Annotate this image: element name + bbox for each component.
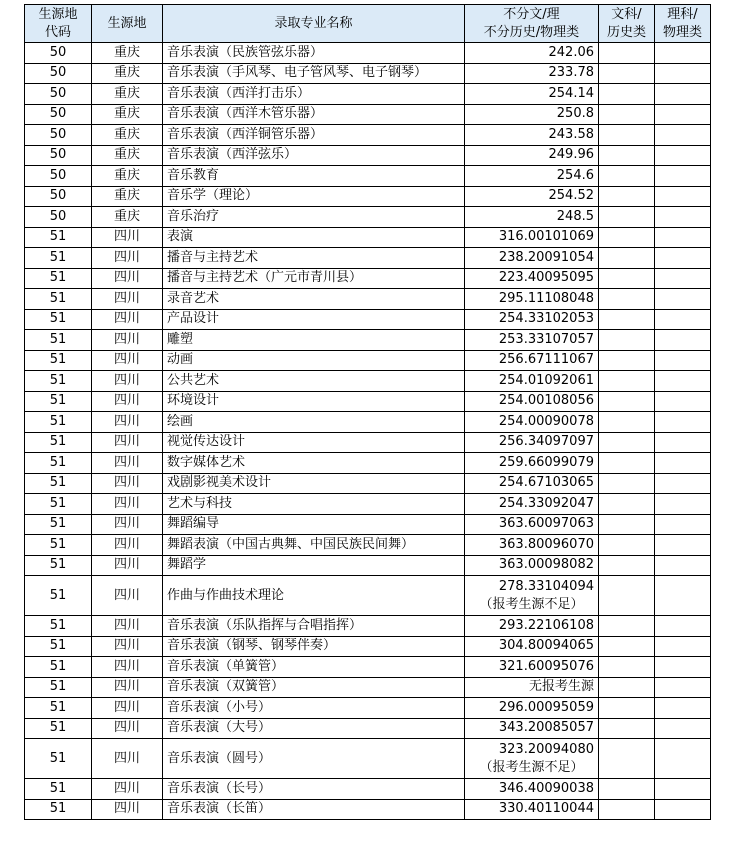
- cell-origin-code: 50: [25, 186, 92, 207]
- table-row: [25, 145, 711, 166]
- header-place: 生源地: [92, 5, 163, 43]
- score-value: 363.80096070: [498, 536, 594, 552]
- cell-origin-place: 四川: [92, 677, 163, 698]
- cell-major-name: 视觉传达设计: [163, 432, 465, 453]
- cell-score: [465, 186, 599, 207]
- cell-origin-place: 四川: [92, 636, 163, 657]
- cell-origin-place: 四川: [92, 268, 163, 289]
- cell-major-name: 音乐表演（乐队指挥与合唱指挥）: [163, 616, 465, 637]
- cell-score: [465, 535, 599, 556]
- cell-arts-empty: [599, 616, 655, 637]
- cell-major-name: 音乐表演（民族管弦乐器）: [163, 43, 465, 64]
- cell-arts-empty: [599, 186, 655, 207]
- cell-score: [465, 698, 599, 719]
- cell-origin-place: 重庆: [92, 63, 163, 84]
- cell-major-name: 公共艺术: [163, 371, 465, 392]
- cell-score: [465, 616, 599, 637]
- score-value: 254.33092047: [498, 495, 594, 511]
- cell-origin-code: 51: [25, 616, 92, 637]
- cell-science-empty: [655, 125, 711, 146]
- cell-score: [465, 657, 599, 678]
- cell-arts-empty: [599, 494, 655, 515]
- cell-score: [465, 63, 599, 84]
- cell-science-empty: [655, 145, 711, 166]
- cell-score: [465, 125, 599, 146]
- cell-science-empty: [655, 104, 711, 125]
- cell-science-empty: [655, 330, 711, 351]
- score-value: 233.78: [548, 65, 594, 81]
- table-row: [25, 718, 711, 739]
- table-row: [25, 207, 711, 228]
- cell-origin-code: 51: [25, 330, 92, 351]
- table-row: [25, 473, 711, 494]
- score-value: 256.34097097: [498, 434, 594, 450]
- cell-science-empty: [655, 779, 711, 800]
- cell-arts-empty: [599, 371, 655, 392]
- cell-origin-code: 51: [25, 473, 92, 494]
- cell-arts-empty: [599, 432, 655, 453]
- cell-major-name: 音乐表演（手风琴、电子管风琴、电子钢琴）: [163, 63, 465, 84]
- cell-origin-code: 51: [25, 636, 92, 657]
- cell-score: [465, 166, 599, 187]
- cell-origin-place: 重庆: [92, 166, 163, 187]
- score-value: 254.14: [548, 85, 594, 101]
- cell-score: [465, 145, 599, 166]
- score-value: 256.67111067: [498, 352, 594, 368]
- cell-arts-empty: [599, 125, 655, 146]
- score-value: 278.33104094: [498, 578, 594, 594]
- cell-science-empty: [655, 473, 711, 494]
- table-row: [25, 636, 711, 657]
- table-row: [25, 63, 711, 84]
- cell-score: [465, 248, 599, 269]
- cell-arts-empty: [599, 63, 655, 84]
- table-row: [25, 698, 711, 719]
- cell-origin-place: 四川: [92, 391, 163, 412]
- cell-arts-empty: [599, 145, 655, 166]
- cell-origin-code: 50: [25, 145, 92, 166]
- cell-origin-code: 50: [25, 166, 92, 187]
- cell-score: [465, 104, 599, 125]
- cell-score: [465, 391, 599, 412]
- cell-score: [465, 576, 599, 616]
- cell-science-empty: [655, 391, 711, 412]
- table-row: [25, 350, 711, 371]
- cell-score: [465, 309, 599, 330]
- score-value: 254.67103065: [498, 475, 594, 491]
- cell-origin-code: 51: [25, 248, 92, 269]
- table-row: [25, 43, 711, 64]
- cell-science-empty: [655, 309, 711, 330]
- cell-major-name: 音乐表演（圆号）: [163, 739, 465, 779]
- cell-origin-code: 50: [25, 207, 92, 228]
- cell-origin-place: 四川: [92, 494, 163, 515]
- cell-science-empty: [655, 698, 711, 719]
- cell-origin-code: 50: [25, 125, 92, 146]
- cell-origin-code: 51: [25, 739, 92, 779]
- table-row: [25, 227, 711, 248]
- cell-major-name: 产品设计: [163, 309, 465, 330]
- table-body: [25, 43, 711, 820]
- score-value: 363.00098082: [498, 557, 594, 573]
- cell-science-empty: [655, 535, 711, 556]
- cell-major-name: 音乐教育: [163, 166, 465, 187]
- cell-major-name: 音乐学（理论）: [163, 186, 465, 207]
- score-value: 343.20085057: [498, 720, 594, 736]
- cell-major-name: 音乐表演（大号）: [163, 718, 465, 739]
- cell-major-name: 舞蹈学: [163, 555, 465, 576]
- score-value: 259.66099079: [498, 454, 594, 470]
- score-value: 363.60097063: [498, 516, 594, 532]
- cell-origin-place: 四川: [92, 718, 163, 739]
- score-value: 254.6: [556, 167, 594, 183]
- cell-origin-place: 四川: [92, 330, 163, 351]
- cell-arts-empty: [599, 227, 655, 248]
- cell-science-empty: [655, 84, 711, 105]
- table-row: [25, 576, 711, 616]
- cell-origin-place: 重庆: [92, 145, 163, 166]
- cell-arts-empty: [599, 330, 655, 351]
- score-value: 346.40090038: [498, 780, 594, 796]
- cell-score: [465, 371, 599, 392]
- cell-origin-code: 51: [25, 535, 92, 556]
- cell-score: [465, 227, 599, 248]
- cell-science-empty: [655, 432, 711, 453]
- cell-science-empty: [655, 268, 711, 289]
- cell-major-name: 绘画: [163, 412, 465, 433]
- score-value: 243.58: [548, 126, 594, 142]
- cell-science-empty: [655, 636, 711, 657]
- cell-origin-code: 51: [25, 391, 92, 412]
- cell-arts-empty: [599, 309, 655, 330]
- cell-science-empty: [655, 494, 711, 515]
- cell-science-empty: [655, 166, 711, 187]
- score-value: 304.80094065: [498, 638, 594, 654]
- cell-arts-empty: [599, 698, 655, 719]
- cell-major-name: 音乐表演（钢琴、钢琴伴奏）: [163, 636, 465, 657]
- cell-origin-place: 重庆: [92, 104, 163, 125]
- cell-major-name: 音乐表演（小号）: [163, 698, 465, 719]
- cell-science-empty: [655, 227, 711, 248]
- score-value: 238.20091054: [498, 249, 594, 265]
- cell-science-empty: [655, 63, 711, 84]
- cell-score: [465, 268, 599, 289]
- cell-score: [465, 636, 599, 657]
- cell-arts-empty: [599, 166, 655, 187]
- cell-origin-code: 51: [25, 432, 92, 453]
- cell-major-name: 雕塑: [163, 330, 465, 351]
- cell-arts-empty: [599, 248, 655, 269]
- cell-arts-empty: [599, 555, 655, 576]
- cell-origin-place: 四川: [92, 289, 163, 310]
- cell-major-name: 播音与主持艺术（广元市青川县）: [163, 268, 465, 289]
- cell-science-empty: [655, 616, 711, 637]
- cell-score: [465, 779, 599, 800]
- cell-origin-place: 四川: [92, 412, 163, 433]
- cell-arts-empty: [599, 84, 655, 105]
- cell-arts-empty: [599, 391, 655, 412]
- cell-arts-empty: [599, 657, 655, 678]
- cell-major-name: 音乐表演（双簧管）: [163, 677, 465, 698]
- cell-origin-code: 51: [25, 779, 92, 800]
- cell-score: [465, 514, 599, 535]
- cell-arts-empty: [599, 289, 655, 310]
- cell-major-name: 作曲与作曲技术理论: [163, 576, 465, 616]
- cell-major-name: 音乐表演（长笛）: [163, 799, 465, 820]
- cell-arts-empty: [599, 739, 655, 779]
- header-code: 生源地 代码: [25, 5, 92, 43]
- cell-origin-code: 50: [25, 84, 92, 105]
- cell-origin-place: 四川: [92, 227, 163, 248]
- score-value: 293.22106108: [498, 617, 594, 633]
- cell-science-empty: [655, 657, 711, 678]
- cell-score: [465, 432, 599, 453]
- cell-arts-empty: [599, 677, 655, 698]
- cell-score: [465, 330, 599, 351]
- cell-arts-empty: [599, 535, 655, 556]
- cell-major-name: 录音艺术: [163, 289, 465, 310]
- cell-origin-code: 51: [25, 350, 92, 371]
- cell-origin-place: 四川: [92, 453, 163, 474]
- cell-science-empty: [655, 207, 711, 228]
- cell-origin-place: 四川: [92, 739, 163, 779]
- score-value: 253.33107057: [498, 331, 594, 347]
- cell-science-empty: [655, 514, 711, 535]
- table-row: [25, 412, 711, 433]
- cell-score: [465, 412, 599, 433]
- cell-science-empty: [655, 289, 711, 310]
- cell-origin-code: 50: [25, 43, 92, 64]
- cell-science-empty: [655, 186, 711, 207]
- cell-major-name: 音乐表演（西洋弦乐）: [163, 145, 465, 166]
- cell-arts-empty: [599, 514, 655, 535]
- cell-origin-code: 51: [25, 555, 92, 576]
- cell-origin-place: 四川: [92, 309, 163, 330]
- table-row: [25, 616, 711, 637]
- cell-major-name: 音乐表演（西洋铜管乐器）: [163, 125, 465, 146]
- cell-major-name: 戏剧影视美术设计: [163, 473, 465, 494]
- cell-arts-empty: [599, 779, 655, 800]
- cell-origin-place: 四川: [92, 432, 163, 453]
- table-row: [25, 799, 711, 820]
- table-row: [25, 739, 711, 779]
- cell-arts-empty: [599, 576, 655, 616]
- cell-major-name: 艺术与科技: [163, 494, 465, 515]
- score-note: （报考生源不足）: [479, 596, 584, 612]
- cell-origin-place: 四川: [92, 248, 163, 269]
- cell-science-empty: [655, 739, 711, 779]
- cell-origin-place: 重庆: [92, 186, 163, 207]
- score-note: （报考生源不足）: [479, 759, 584, 775]
- cell-arts-empty: [599, 268, 655, 289]
- table-row: [25, 657, 711, 678]
- cell-major-name: 动画: [163, 350, 465, 371]
- cell-score: [465, 43, 599, 64]
- cell-major-name: 数字媒体艺术: [163, 453, 465, 474]
- cell-origin-place: 四川: [92, 799, 163, 820]
- table-row: [25, 453, 711, 474]
- cell-origin-code: 51: [25, 677, 92, 698]
- cell-major-name: 音乐治疗: [163, 207, 465, 228]
- score-value: 321.60095076: [498, 658, 594, 674]
- table-row: [25, 514, 711, 535]
- cell-origin-code: 51: [25, 268, 92, 289]
- cell-major-name: 音乐表演（长号）: [163, 779, 465, 800]
- table-row: [25, 289, 711, 310]
- cell-score: [465, 799, 599, 820]
- cell-science-empty: [655, 799, 711, 820]
- cell-major-name: 音乐表演（西洋打击乐）: [163, 84, 465, 105]
- table-row: [25, 371, 711, 392]
- cell-score: [465, 677, 599, 698]
- cell-origin-code: 51: [25, 576, 92, 616]
- cell-arts-empty: [599, 104, 655, 125]
- cell-science-empty: [655, 43, 711, 64]
- cell-origin-code: 51: [25, 799, 92, 820]
- score-value: 323.20094080: [498, 741, 594, 757]
- score-value: 249.96: [548, 147, 594, 163]
- table-row: [25, 248, 711, 269]
- cell-arts-empty: [599, 412, 655, 433]
- header-science: 理科/ 物理类: [655, 5, 711, 43]
- cell-science-empty: [655, 453, 711, 474]
- cell-major-name: 表演: [163, 227, 465, 248]
- score-value: 254.52: [548, 188, 594, 204]
- cell-origin-code: 51: [25, 698, 92, 719]
- cell-arts-empty: [599, 43, 655, 64]
- cell-origin-place: 四川: [92, 350, 163, 371]
- cell-origin-code: 51: [25, 412, 92, 433]
- score-value: 316.00101069: [498, 229, 594, 245]
- score-value: 223.40095095: [498, 270, 594, 286]
- cell-origin-code: 51: [25, 514, 92, 535]
- table-row: [25, 330, 711, 351]
- cell-origin-place: 四川: [92, 535, 163, 556]
- header-row: [25, 5, 711, 43]
- cell-science-empty: [655, 412, 711, 433]
- table-row: [25, 84, 711, 105]
- cell-origin-place: 重庆: [92, 207, 163, 228]
- cell-science-empty: [655, 248, 711, 269]
- table-row: [25, 268, 711, 289]
- cell-score: [465, 207, 599, 228]
- score-value: 248.5: [556, 208, 594, 224]
- score-value: 254.00090078: [498, 413, 594, 429]
- cell-origin-place: 四川: [92, 371, 163, 392]
- table-row: [25, 125, 711, 146]
- table-row: [25, 186, 711, 207]
- cell-origin-place: 四川: [92, 514, 163, 535]
- cell-major-name: 舞蹈表演（中国古典舞、中国民族民间舞）: [163, 535, 465, 556]
- cell-origin-code: 51: [25, 227, 92, 248]
- cell-score: [465, 350, 599, 371]
- header-score: 不分文/理 不分历史/物理类: [465, 5, 599, 43]
- cell-arts-empty: [599, 718, 655, 739]
- cell-origin-place: 四川: [92, 698, 163, 719]
- cell-science-empty: [655, 718, 711, 739]
- cell-major-name: 播音与主持艺术: [163, 248, 465, 269]
- cell-major-name: 音乐表演（单簧管）: [163, 657, 465, 678]
- cell-major-name: 环境设计: [163, 391, 465, 412]
- score-value: 250.8: [556, 106, 594, 122]
- table-row: [25, 166, 711, 187]
- cell-origin-code: 51: [25, 453, 92, 474]
- score-value: 无报考生源: [528, 679, 594, 695]
- cell-origin-place: 四川: [92, 616, 163, 637]
- table-row: [25, 779, 711, 800]
- cell-origin-place: 四川: [92, 473, 163, 494]
- cell-origin-place: 重庆: [92, 84, 163, 105]
- score-value: 254.33102053: [498, 311, 594, 327]
- cell-origin-place: 四川: [92, 779, 163, 800]
- score-value: 254.00108056: [498, 393, 594, 409]
- table-row: [25, 677, 711, 698]
- cell-arts-empty: [599, 453, 655, 474]
- cell-science-empty: [655, 555, 711, 576]
- cell-origin-place: 四川: [92, 657, 163, 678]
- admission-score-table: [24, 4, 711, 820]
- score-value: 330.40110044: [498, 801, 594, 817]
- cell-score: [465, 494, 599, 515]
- cell-arts-empty: [599, 799, 655, 820]
- cell-score: [465, 555, 599, 576]
- cell-arts-empty: [599, 207, 655, 228]
- score-value: 295.11108048: [498, 290, 594, 306]
- cell-major-name: 音乐表演（西洋木管乐器）: [163, 104, 465, 125]
- cell-science-empty: [655, 350, 711, 371]
- cell-origin-place: 重庆: [92, 125, 163, 146]
- cell-origin-code: 51: [25, 371, 92, 392]
- table-row: [25, 494, 711, 515]
- table-row: [25, 309, 711, 330]
- score-value: 296.00095059: [498, 699, 594, 715]
- cell-arts-empty: [599, 636, 655, 657]
- cell-score: [465, 739, 599, 779]
- cell-origin-place: 四川: [92, 555, 163, 576]
- cell-score: [465, 453, 599, 474]
- cell-origin-code: 51: [25, 718, 92, 739]
- cell-score: [465, 289, 599, 310]
- cell-score: [465, 84, 599, 105]
- cell-origin-place: 重庆: [92, 43, 163, 64]
- table-row: [25, 432, 711, 453]
- score-value: 254.01092061: [498, 372, 594, 388]
- cell-score: [465, 718, 599, 739]
- cell-arts-empty: [599, 350, 655, 371]
- cell-science-empty: [655, 576, 711, 616]
- cell-science-empty: [655, 677, 711, 698]
- cell-science-empty: [655, 371, 711, 392]
- cell-major-name: 舞蹈编导: [163, 514, 465, 535]
- header-arts: 文科/ 历史类: [599, 5, 655, 43]
- score-value: 242.06: [548, 44, 594, 60]
- cell-arts-empty: [599, 473, 655, 494]
- table-row: [25, 535, 711, 556]
- table-row: [25, 104, 711, 125]
- header-major: 录取专业名称: [163, 5, 465, 43]
- cell-origin-code: 51: [25, 309, 92, 330]
- cell-origin-code: 51: [25, 289, 92, 310]
- table-row: [25, 391, 711, 412]
- cell-score: [465, 473, 599, 494]
- table-row: [25, 555, 711, 576]
- cell-origin-code: 51: [25, 494, 92, 515]
- cell-origin-code: 50: [25, 63, 92, 84]
- cell-origin-place: 四川: [92, 576, 163, 616]
- cell-origin-code: 50: [25, 104, 92, 125]
- cell-origin-code: 51: [25, 657, 92, 678]
